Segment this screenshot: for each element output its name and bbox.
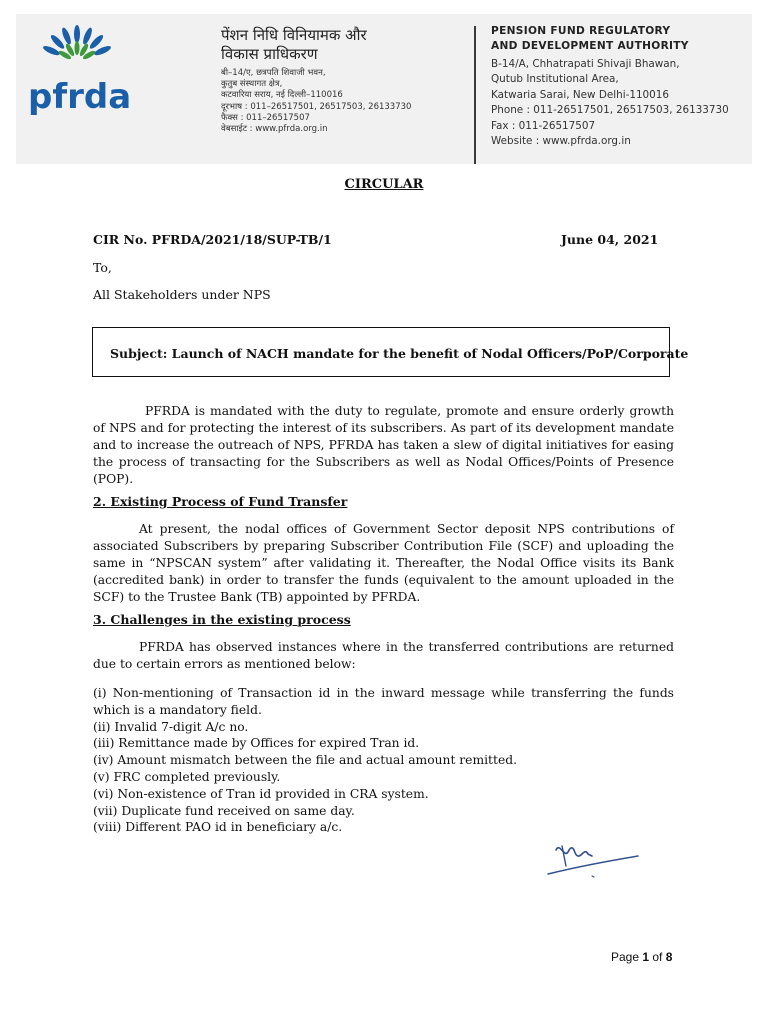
- section-2-number: 2.: [93, 494, 107, 509]
- signature: [542, 836, 642, 882]
- hindi-org-name-line2: विकास प्राधिकरण: [221, 45, 318, 63]
- list-item: (vii) Duplicate fund received on same day.: [93, 803, 355, 818]
- recipients: All Stakeholders under NPS: [93, 287, 271, 302]
- hindi-address-line: कटवारिया सराय, नई दिल्ली–110016: [221, 90, 343, 101]
- list-item: (vi) Non-existence of Tran id provided in CRA system.: [93, 786, 429, 801]
- list-item: (ii) Invalid 7-digit A/c no.: [93, 719, 249, 734]
- list-item: (viii) Different PAO id in beneficiary a/c.: [93, 820, 343, 835]
- intro-paragraph: PFRDA is mandated with the duty to regulate, promote and ensure orderly growth of NPS and for protecting the interest of its subscribers. As part of its development mandate and to increase the outreach of NPS, PFRDA has taken a slew of digital initiatives for easing the process of transacting for the Subscribers as well as Nodal Offices/Points of Presence (POP).: [93, 404, 674, 486]
- list-item: (v) FRC completed previously.: [93, 769, 281, 784]
- page-number: [611, 950, 672, 964]
- section-2-title: Existing Process of Fund Transfer: [110, 494, 348, 509]
- hindi-org-name-line1: पेंशन निधि विनियामक और: [221, 26, 367, 44]
- page-total: 8: [665, 950, 673, 964]
- list-item: (i) Non-mentioning of Transaction id in the inward message while transferring the funds which is a mandatory field.: [93, 686, 674, 717]
- subject-text: Subject: Launch of NACH mandate for the benefit of Nodal Officers/PoP/Corporate: [110, 346, 689, 361]
- signature-icon: [542, 836, 642, 882]
- page-current: 1: [642, 950, 650, 964]
- section-3-title: Challenges in the existing process: [110, 612, 351, 627]
- page-of: of: [649, 950, 666, 964]
- hindi-website: वेबसाईट : www.pfrda.org.in: [221, 124, 328, 135]
- english-address-line: Qutub Institutional Area,: [491, 73, 619, 86]
- hindi-phone: दूरभाष : 011–26517501, 26517503, 26133730: [221, 101, 412, 112]
- section-2-heading: [93, 494, 347, 509]
- circular-number: CIR No. PFRDA/2021/18/SUP-TB/1: [93, 232, 332, 247]
- english-org-name-line1: PENSION FUND REGULATORY: [491, 25, 671, 37]
- circular-date: June 04, 2021: [561, 232, 659, 247]
- section-3-heading: [93, 612, 351, 627]
- section-2-paragraph: At present, the nodal offices of Government Sector deposit NPS contributions of associated Subscribers by preparing Subscriber Contribution File (SCF) and uploading the same in “NPSCAN system” after validating it. Thereafter, the Nodal Office visits its Bank (accredited bank) in order to transfer the funds (equivalent to the amount uploaded in the SCF) to the Trustee Bank (TB) appointed by PFRDA.: [93, 522, 674, 604]
- circular-heading: CIRCULAR: [344, 177, 424, 192]
- page-prefix: Page: [611, 950, 643, 964]
- error-list: [93, 685, 674, 836]
- hindi-address-line: बी–14/ए, छत्रपति शिवाजी भवन,: [221, 68, 326, 78]
- pfrda-logo-icon: [22, 22, 132, 132]
- english-address-line: B-14/A, Chhatrapati Shivaji Bhawan,: [491, 58, 680, 70]
- list-item: (iii) Remittance made by Offices for expired Tran id.: [93, 736, 420, 751]
- letterhead-english: [491, 24, 761, 149]
- hindi-address-line: कुतुब संस्थागत क्षेत्र,: [221, 79, 283, 90]
- svg-text:pfrda: pfrda: [28, 77, 132, 117]
- letterhead-divider: [474, 26, 476, 164]
- english-phone: Phone : 011-26517501, 26517503, 26133730: [491, 104, 729, 117]
- letterhead-hindi: [221, 26, 481, 135]
- letterhead: [16, 14, 752, 164]
- pfrda-logo: [22, 22, 132, 132]
- english-address-line: Katwaria Sarai, New Delhi-110016: [491, 88, 669, 101]
- english-fax: Fax : 011-26517507: [491, 119, 596, 132]
- english-website: Website : www.pfrda.org.in: [491, 135, 631, 148]
- section-3-number: 3.: [93, 612, 107, 627]
- list-item: (iv) Amount mismatch between the file and actual amount remitted.: [93, 753, 517, 768]
- subject-box: [92, 327, 689, 377]
- english-org-name-line2: AND DEVELOPMENT AUTHORITY: [491, 40, 689, 52]
- to-line: To,: [93, 260, 112, 275]
- hindi-fax: फैक्स : 011–26517507: [221, 112, 310, 123]
- section-3-paragraph: PFRDA has observed instances where in the transferred contributions are returned due to certain errors as mentioned below:: [93, 640, 674, 671]
